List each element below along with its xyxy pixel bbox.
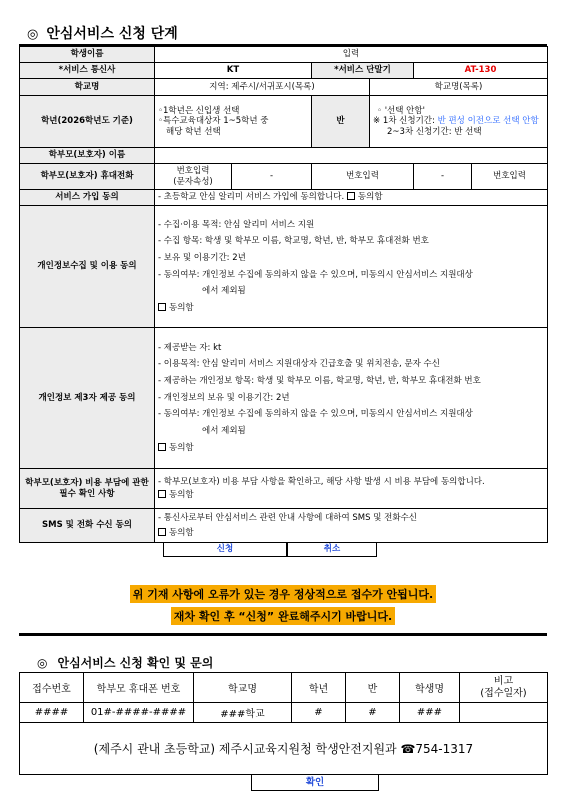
privacy-item-indent: 에서 제외됨: [202, 286, 246, 297]
third-party-item: - 이용목적: 안심 알리미 서비스 지원대상자 긴급호출 및 위치전송, 문자 수신: [158, 359, 440, 370]
third-party-item-indent: 에서 제외됨: [202, 425, 246, 436]
class-option-period23: 2~3차 신청기간: 반 선택: [387, 126, 482, 137]
double-circle-icon: ◎: [27, 27, 39, 42]
label-carrier: *서비스 통신사: [20, 63, 155, 79]
phone-input-3[interactable]: 번호입력: [472, 164, 548, 190]
col-header: 반: [346, 673, 400, 703]
cancel-button[interactable]: 취소: [287, 543, 377, 557]
section-title-confirm-text: 안심서비스 신청 확인 및 문의: [57, 656, 214, 670]
application-form: [19, 46, 548, 543]
sms-consent-text: - 통신사로부터 안심서비스 관련 안내 사항에 대하여 SMS 및 전화수신: [158, 512, 417, 523]
privacy-item: - 보유 및 이용기간: 2년: [158, 252, 246, 263]
class-option-period1-highlight: 반 편성 이전으로 선택 안함: [437, 116, 539, 127]
contact-text: (제주시 관내 초등학교) 제주시교육지원청 학생안전지원과: [93, 742, 401, 756]
label-device: *서비스 단말기: [312, 63, 414, 79]
phone-dash-1: -: [232, 164, 312, 190]
application-page: [19, 18, 547, 791]
section-divider: [19, 633, 547, 636]
label-class: 반: [312, 96, 370, 148]
contact-phone: 754-1317: [415, 742, 474, 756]
table-cell: ####: [20, 703, 84, 723]
privacy-consent-cell: [155, 206, 548, 328]
table-cell: ###학교: [194, 703, 292, 723]
privacy-item: - 수집 항목: 학생 및 학부모 이름, 학교명, 학년, 반, 학부모 휴대전화 번호: [158, 236, 429, 247]
label-parent-phone: 학부모(보호자) 휴대전화: [20, 164, 155, 190]
third-party-item: - 제공받는 자: kt: [158, 342, 222, 353]
third-party-consent-cell: [155, 328, 548, 469]
label-parent-name: 학부모(보호자) 이름: [20, 148, 155, 164]
table-cell: 01#-####-####: [84, 703, 194, 723]
cost-consent-checkbox[interactable]: [158, 490, 166, 498]
sms-consent-check-label: 동의함: [169, 527, 194, 538]
third-party-item: - 제공하는 개인정보 항목: 학생 및 학부모 이름, 학교명, 학년, 반, 학부모 휴대전화 번호: [158, 376, 481, 387]
col-header: 학생명: [400, 673, 460, 703]
section-title-confirm: [19, 648, 547, 672]
grade-note-2: ◦특수교육대상자 1~5학년 중: [158, 116, 269, 127]
student-name-input[interactable]: 입력: [155, 47, 548, 63]
privacy-item: - 수집·이용 목적: 안심 알리미 서비스 지원: [158, 219, 315, 230]
third-party-consent-check-label: 동의함: [169, 442, 194, 453]
confirmation-table: [19, 672, 548, 775]
school-region-select[interactable]: 지역: 제주시/서귀포시(목록): [155, 79, 370, 96]
join-consent-check-label: 동의함: [357, 192, 383, 203]
class-option-period1: ※ 1차 신청기간:: [373, 116, 438, 127]
privacy-consent-check-label: 동의함: [169, 302, 194, 313]
grade-note-1: ◦1학년은 신입생 선택: [158, 105, 240, 116]
table-cell: #: [346, 703, 400, 723]
third-party-consent-checkbox[interactable]: [158, 443, 166, 451]
col-header: 학년: [292, 673, 346, 703]
notice-line-2: 재차 확인 후 “신청” 완료해주시기 바랍니다.: [171, 607, 395, 625]
apply-button-row: [19, 543, 547, 557]
table-row: [20, 703, 548, 723]
label-cost-consent: 학부모(보호자) 비용 부담에 관한 필수 확인 사항: [20, 469, 155, 509]
col-header: 학부모 휴대폰 번호: [84, 673, 194, 703]
cost-consent-cell: [155, 469, 548, 509]
cost-consent-text: - 학부모(보호자) 비용 부담 사항을 확인하고, 해당 사항 발생 시 비용 부담에 동의합니다.: [158, 476, 485, 487]
grade-select[interactable]: [155, 96, 312, 148]
label-student-name: 학생이름: [20, 47, 155, 63]
label-sms-consent: SMS 및 전화 수신 동의: [20, 509, 155, 543]
warning-notice: [19, 585, 547, 629]
sms-consent-checkbox[interactable]: [158, 528, 166, 536]
double-circle-icon: ◎: [37, 656, 48, 670]
label-privacy-consent: 개인정보수집 및 이용 동의: [20, 206, 155, 328]
third-party-item: - 개인정보의 보유 및 이용기간: 2년: [158, 392, 290, 403]
label-school: 학교명: [20, 79, 155, 96]
col-header: 학교명: [194, 673, 292, 703]
confirm-button-row: [19, 775, 547, 791]
telephone-icon: ☎: [400, 742, 416, 756]
parent-name-input[interactable]: [155, 148, 548, 164]
join-consent-cell: [155, 190, 548, 206]
section-title-apply: [19, 18, 547, 46]
third-party-item: - 동의여부: 개인정보 수집에 동의하지 않을 수 있으며, 미동의시 안심서비스 지원대상: [158, 409, 473, 420]
grade-note-3: 해당 학년 선택: [166, 126, 221, 137]
table-cell: ###: [400, 703, 460, 723]
privacy-consent-checkbox[interactable]: [158, 303, 166, 311]
privacy-item: - 동의여부: 개인정보 수집에 동의하지 않을 수 있으며, 미동의시 안심서비스 지원대상: [158, 269, 473, 280]
table-header-row: [20, 673, 548, 703]
class-select[interactable]: [370, 96, 548, 148]
phone-dash-2: -: [414, 164, 472, 190]
table-cell: [460, 703, 548, 723]
join-consent-checkbox[interactable]: [347, 192, 355, 200]
school-name-select[interactable]: 학교명(목록): [370, 79, 548, 96]
carrier-value[interactable]: KT: [155, 63, 312, 79]
apply-button[interactable]: 신청: [163, 543, 287, 557]
cost-consent-check-label: 동의함: [169, 489, 194, 500]
sms-consent-cell: [155, 509, 548, 543]
phone-input-2[interactable]: 번호입력: [312, 164, 414, 190]
join-consent-text: - 초등학교 안심 알리미 서비스 가입에 동의합니다.: [158, 192, 347, 203]
label-grade: 학년(2026학년도 기준): [20, 96, 155, 148]
col-header: 비고 (접수일자): [460, 673, 548, 703]
confirm-button[interactable]: 확인: [251, 775, 379, 791]
phone-input-1[interactable]: 번호입력 (문자속성): [155, 164, 232, 190]
class-option-none: ◦ '선택 안함': [377, 105, 425, 116]
label-join-consent: 서비스 가입 동의: [20, 190, 155, 206]
notice-line-1: 위 기재 사항에 오류가 있는 경우 정상적으로 접수가 안됩니다.: [130, 585, 436, 603]
table-cell: #: [292, 703, 346, 723]
col-header: 접수번호: [20, 673, 84, 703]
contact-info: [20, 723, 548, 775]
label-third-party-consent: 개인정보 제3자 제공 동의: [20, 328, 155, 469]
section-title-text: 안심서비스 신청 단계: [46, 26, 178, 42]
device-value[interactable]: AT-130: [414, 63, 548, 79]
